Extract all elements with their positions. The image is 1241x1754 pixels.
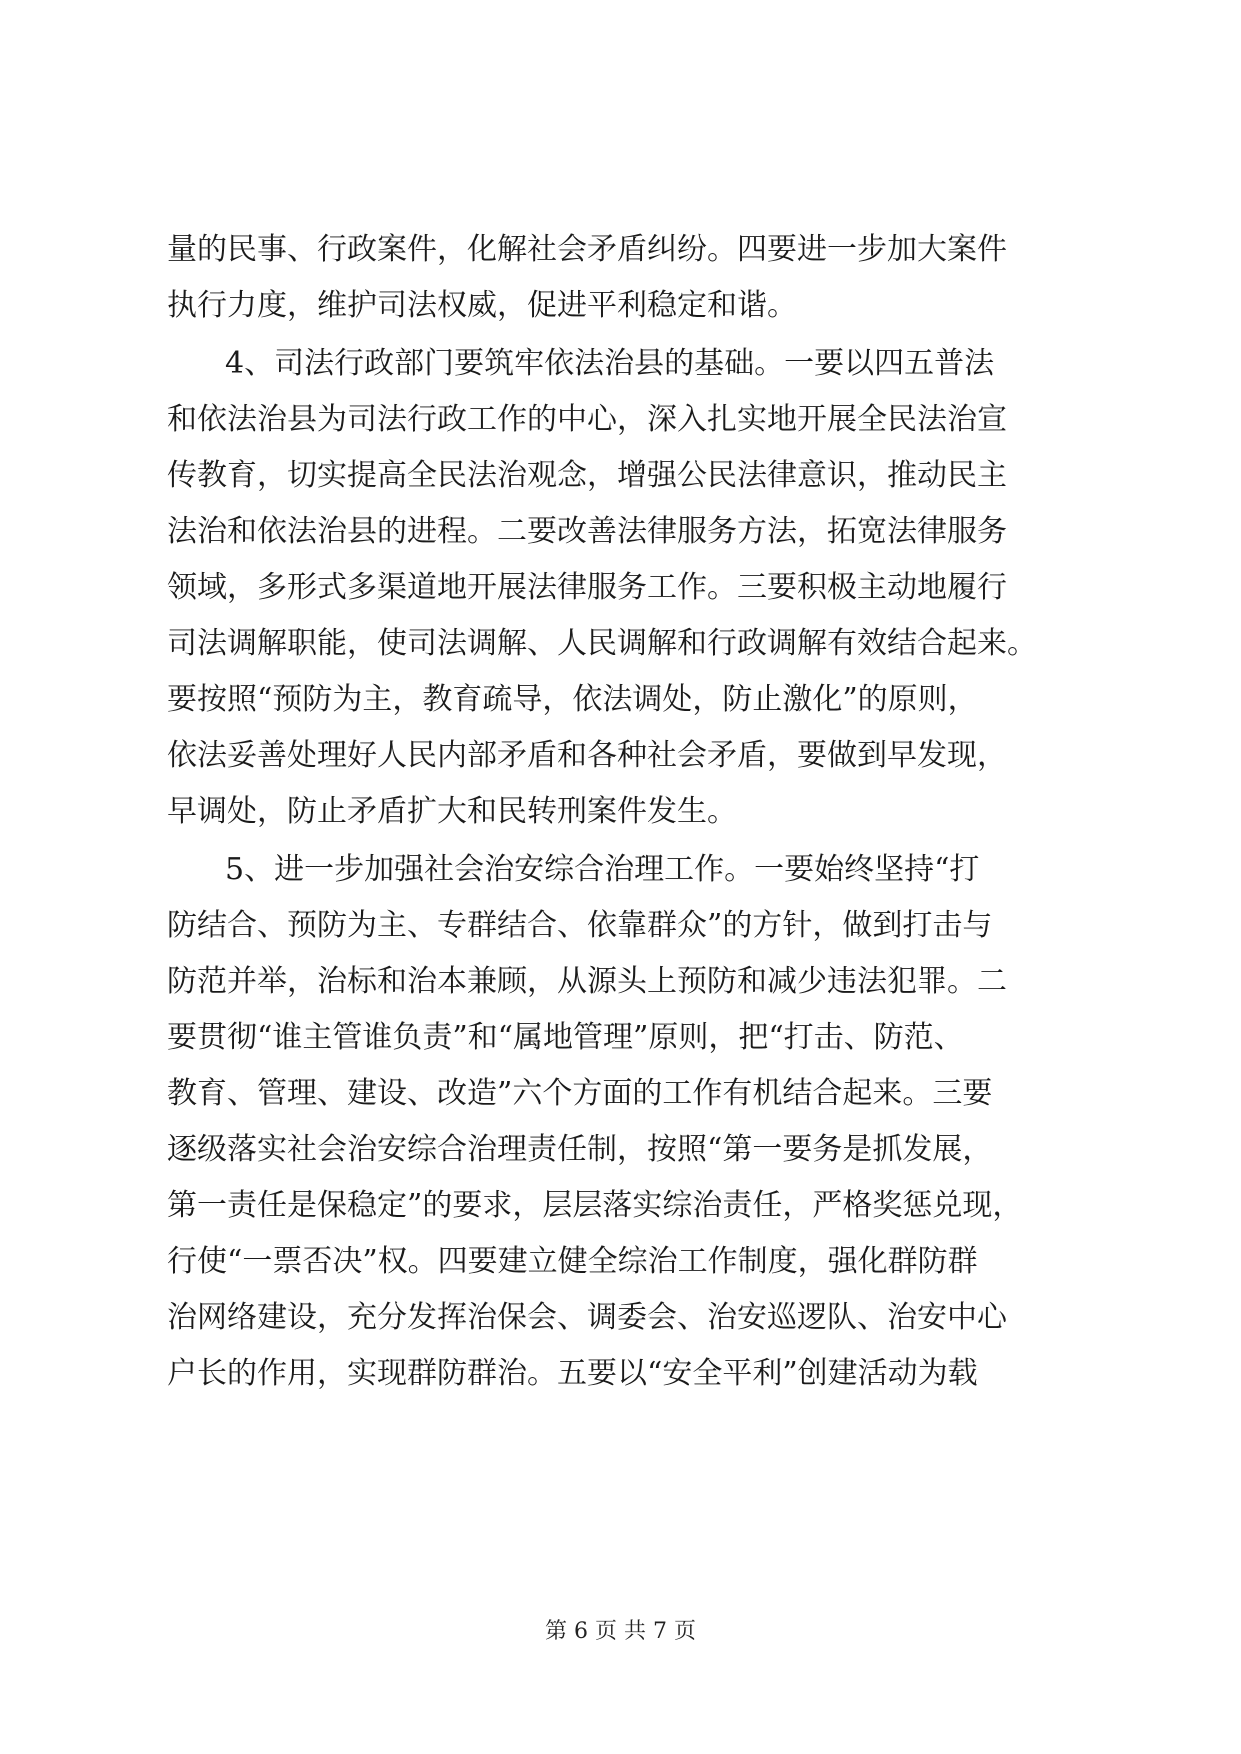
text-line: 防结合、预防为主、专群结合、依靠群众”的方针，做到打击与	[167, 908, 993, 943]
page-number-footer: 第 6 页 共 7 页	[545, 1619, 696, 1644]
text-line: 领域，多形式多渠道地开展法律服务工作。三要积极主动地履行	[167, 570, 1007, 605]
text-line: 司法调解职能，使司法调解、人民调解和行政调解有效结合起来。	[167, 626, 1037, 661]
text-line: 量的民事、行政案件，化解社会矛盾纠纷。四要进一步加大案件	[167, 232, 1007, 267]
text-line: 行使“一票否决”权。四要建立健全综治工作制度，强化群防群	[167, 1244, 978, 1279]
paragraph-start-line: 4、司法行政部门要筑牢依法治县的基础。一要以四五普法	[225, 346, 995, 381]
text-line: 传教育，切实提高全民法治观念，增强公民法律意识，推动民主	[167, 458, 1007, 493]
text-line: 要按照“预防为主，教育疏导，依法调处，防止激化”的原则，	[167, 682, 978, 717]
text-line: 防范并举，治标和治本兼顾，从源头上预防和减少违法犯罪。二	[167, 964, 1007, 999]
text-line: 第一责任是保稳定”的要求，层层落实综治责任，严格奖惩兑现，	[167, 1188, 1023, 1223]
text-line: 户长的作用，实现群防群治。五要以“安全平利”创建活动为载	[167, 1356, 978, 1391]
paragraph-start-line: 5、进一步加强社会治安综合治理工作。一要始终坚持“打	[225, 852, 980, 887]
text-line: 要贯彻“谁主管谁负责”和“属地管理”原则，把“打击、防范、	[167, 1020, 964, 1055]
text-line: 执行力度，维护司法权威，促进平利稳定和谐。	[167, 288, 797, 323]
text-line: 逐级落实社会治安综合治理责任制，按照“第一要务是抓发展，	[167, 1132, 993, 1167]
text-line: 法治和依法治县的进程。二要改善法律服务方法，拓宽法律服务	[167, 514, 1007, 549]
text-line: 依法妥善处理好人民内部矛盾和各种社会矛盾，要做到早发现，	[167, 738, 1007, 773]
text-line: 教育、管理、建设、改造”六个方面的工作有机结合起来。三要	[167, 1076, 993, 1111]
text-line: 早调处，防止矛盾扩大和民转刑案件发生。	[167, 794, 737, 829]
text-line: 治网络建设，充分发挥治保会、调委会、治安巡逻队、治安中心	[167, 1300, 1007, 1335]
text-line: 和依法治县为司法行政工作的中心，深入扎实地开展全民法治宣	[167, 402, 1007, 437]
